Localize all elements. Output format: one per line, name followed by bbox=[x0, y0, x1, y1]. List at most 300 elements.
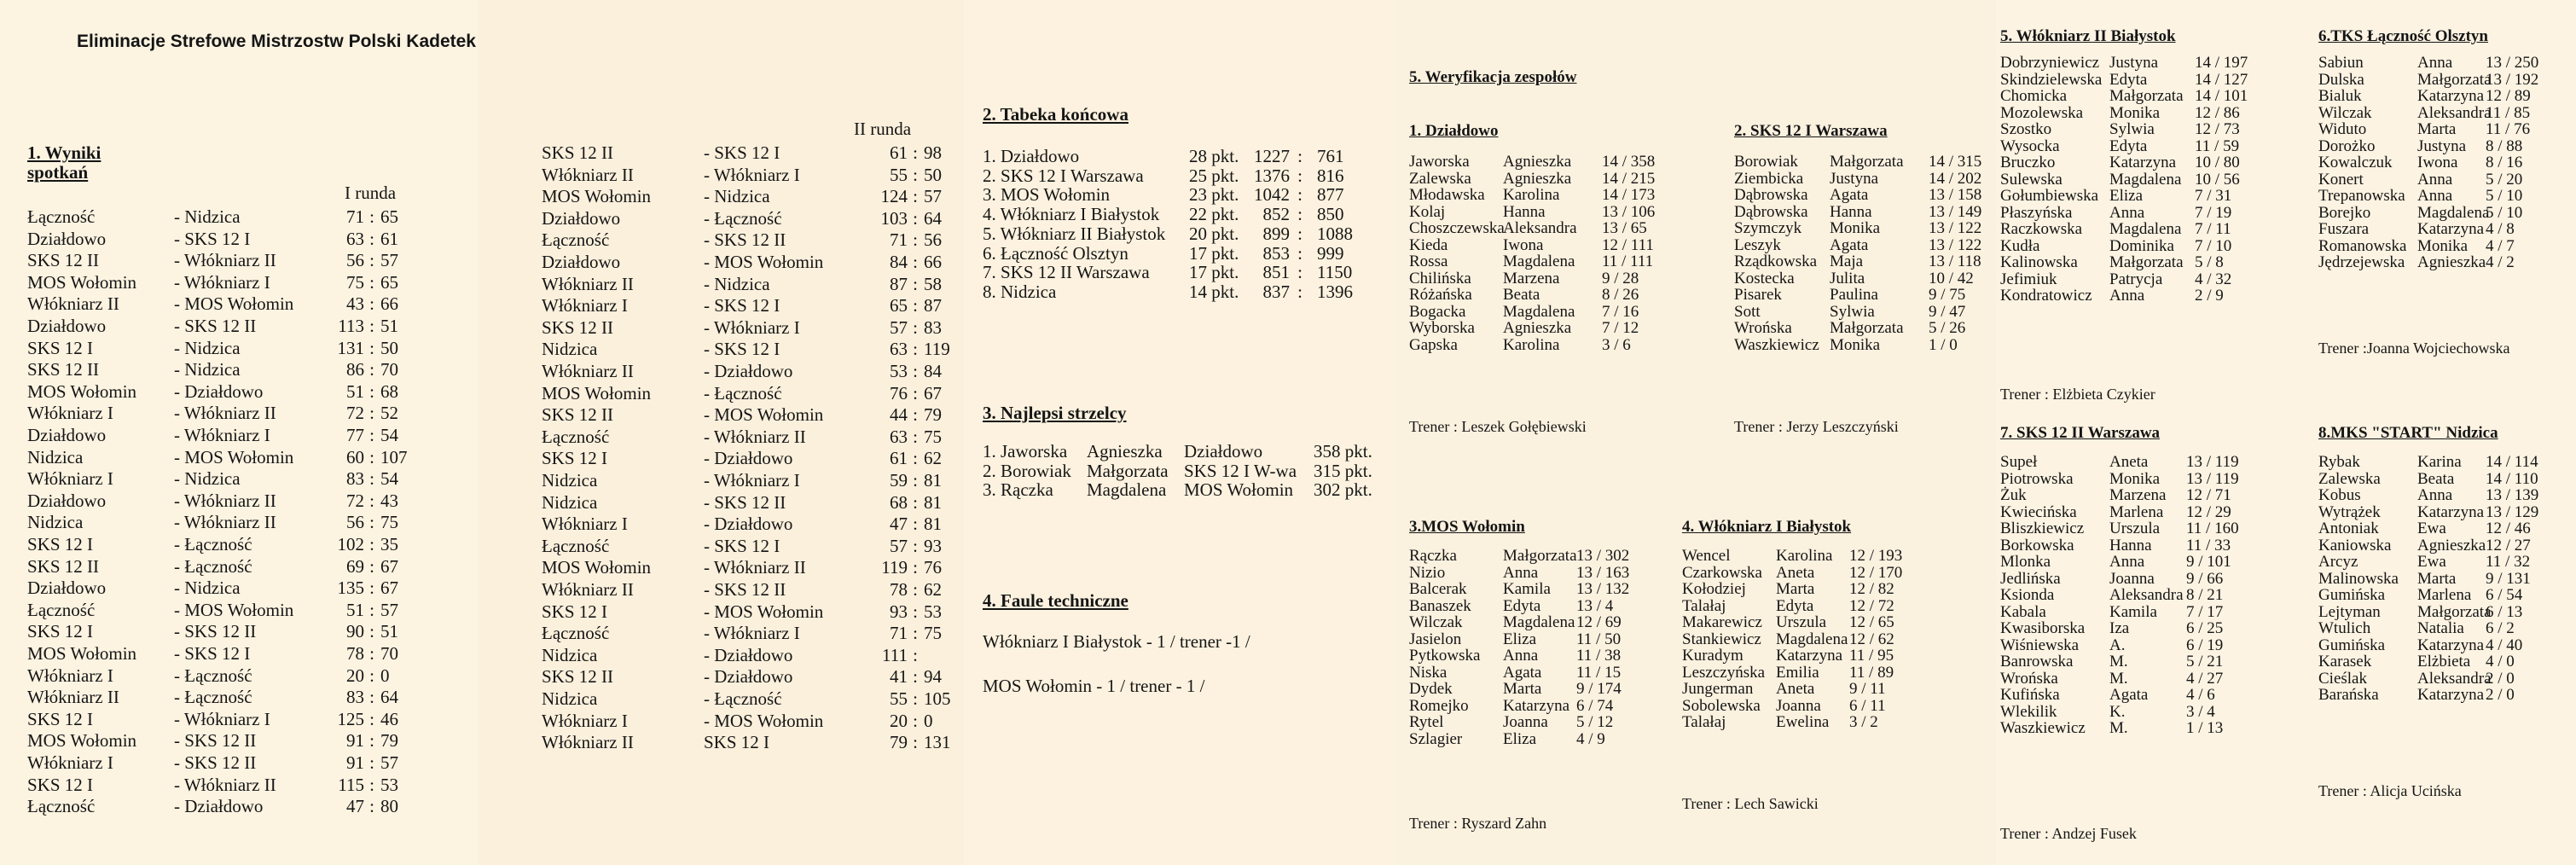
player-stats: 6 / 2 bbox=[2486, 619, 2515, 637]
home-score: 51 bbox=[346, 380, 364, 402]
score-separator: : bbox=[913, 361, 918, 381]
score-separator: : bbox=[913, 688, 918, 709]
away-score: 50 bbox=[380, 337, 398, 358]
player-stats: 3 / 6 bbox=[1602, 335, 1631, 354]
home-score: 90 bbox=[346, 621, 364, 642]
away-team: - SKS 12 II bbox=[174, 752, 257, 773]
away-team: - Łączność bbox=[704, 207, 782, 229]
player-surname: Bogacka bbox=[1409, 302, 1466, 321]
player-stats: 10 / 80 bbox=[2195, 154, 2240, 171]
away-team: - Włókniarz II bbox=[704, 557, 806, 578]
player-surname: Kufińska bbox=[2000, 686, 2060, 704]
away-team: - MOS Wołomin bbox=[174, 599, 294, 620]
home-score: 78 bbox=[890, 579, 908, 600]
away-team: - Nidzica bbox=[174, 206, 241, 227]
points-scored: 837 bbox=[1262, 281, 1290, 302]
score-separator: : bbox=[1297, 281, 1303, 302]
score-separator: : bbox=[913, 229, 918, 251]
player-stats: 5 / 20 bbox=[2486, 170, 2523, 189]
player-surname: Gołumbiewska bbox=[2000, 187, 2099, 205]
away-team: - Włókniarz I bbox=[704, 316, 800, 338]
away-score: 35 bbox=[380, 534, 398, 554]
player-surname: Jędrzejewska bbox=[2318, 253, 2405, 271]
player-stats: 3 / 2 bbox=[1849, 713, 1878, 731]
home-score: 111 bbox=[882, 644, 908, 665]
player-firstname: Marta bbox=[2417, 569, 2457, 588]
away-team: - Nidzica bbox=[704, 186, 770, 207]
panel-table-scorers bbox=[964, 0, 1395, 865]
home-team: Nidzica bbox=[27, 446, 84, 467]
player-stats: 14 / 101 bbox=[2195, 87, 2248, 105]
player-firstname: Hanna bbox=[2109, 536, 2152, 554]
away-team: - SKS 12 I bbox=[704, 295, 780, 316]
player-surname: Kalinowska bbox=[2000, 253, 2078, 271]
home-score: 79 bbox=[890, 732, 908, 753]
player-surname: Bruczko bbox=[2000, 154, 2056, 171]
player-firstname: Anna bbox=[2109, 553, 2145, 571]
home-team: Łączność bbox=[542, 623, 610, 644]
player-firstname: Anna bbox=[2417, 486, 2453, 504]
home-team: SKS 12 II bbox=[542, 666, 614, 688]
home-score: 55 bbox=[890, 164, 908, 185]
player-stats: 6 / 54 bbox=[2486, 586, 2523, 604]
player-firstname: Joanna bbox=[1503, 713, 1548, 731]
player-stats: 12 / 86 bbox=[2195, 103, 2240, 122]
player-surname: Konert bbox=[2318, 170, 2364, 189]
player-stats: 9 / 47 bbox=[1929, 302, 1966, 321]
team-trainer: Trener : Leszek Gołębiewski bbox=[1409, 418, 1587, 435]
player-firstname: Katarzyna bbox=[2417, 502, 2485, 521]
away-team: - MOS Wołomin bbox=[704, 404, 824, 426]
points: 25 pkt. bbox=[1189, 165, 1239, 186]
player-stats: 12 / 111 bbox=[1602, 235, 1654, 254]
player-stats: 7 / 31 bbox=[2195, 187, 2232, 205]
away-score: 79 bbox=[380, 730, 398, 752]
player-firstname: Monika bbox=[2109, 469, 2161, 488]
player-stats: 8 / 26 bbox=[1602, 286, 1639, 304]
player-stats: 11 / 95 bbox=[1849, 647, 1894, 665]
player-surname: Kobus bbox=[2318, 486, 2361, 504]
player-firstname: Urszula bbox=[1776, 613, 1827, 631]
player-surname: Gumińska bbox=[2318, 636, 2386, 654]
home-score: 75 bbox=[346, 271, 364, 293]
home-team: Nidzica bbox=[542, 491, 598, 513]
team-heading: 6.TKS Łączność Olsztyn bbox=[2318, 27, 2488, 45]
player-surname: Fuszara bbox=[2318, 220, 2370, 238]
player-stats: 9 / 11 bbox=[1849, 680, 1886, 698]
player-stats: 13 / 250 bbox=[2486, 54, 2539, 72]
home-score: 86 bbox=[346, 359, 364, 380]
away-team: - Włókniarz II bbox=[174, 490, 276, 511]
player-stats: 13 / 106 bbox=[1602, 202, 1656, 221]
team-trainer: Trener : Ryszard Zahn bbox=[1409, 815, 1547, 832]
away-team: - Działdowo bbox=[704, 514, 793, 535]
player-stats: 7 / 16 bbox=[1602, 302, 1639, 321]
player-surname: Kondratowicz bbox=[2000, 287, 2092, 305]
player-stats: 13 / 119 bbox=[2186, 469, 2239, 488]
player-surname: Wilczak bbox=[2318, 103, 2372, 122]
player-surname: Żuk bbox=[2000, 486, 2027, 504]
player-firstname: Anna bbox=[2417, 54, 2453, 72]
player-firstname: K. bbox=[2109, 702, 2126, 721]
player-firstname: Małgorzata bbox=[2417, 602, 2492, 621]
score-separator: : bbox=[369, 490, 374, 511]
player-stats: 11 / 89 bbox=[1849, 663, 1894, 682]
results-heading-line2: spotkań bbox=[27, 162, 89, 183]
home-score: 44 bbox=[890, 404, 908, 426]
scorer-firstname: Agnieszka bbox=[1087, 441, 1163, 462]
team-heading: 2. SKS 12 I Warszawa bbox=[1734, 122, 1888, 140]
player-firstname: Agata bbox=[1830, 235, 1869, 254]
player-firstname: A. bbox=[2109, 636, 2126, 654]
player-firstname: Magdalena bbox=[2109, 170, 2182, 189]
away-team: - Działdowo bbox=[704, 448, 793, 469]
player-surname: Wlekilik bbox=[2000, 702, 2057, 721]
score-separator: : bbox=[913, 470, 918, 491]
points-scored: 853 bbox=[1262, 242, 1290, 264]
player-firstname: Małgorzata bbox=[1830, 319, 1904, 337]
score-separator: : bbox=[369, 665, 374, 686]
player-surname: Kaniowska bbox=[2318, 536, 2392, 554]
player-firstname: Małgorzata bbox=[1503, 547, 1577, 565]
player-firstname: Aleksandra bbox=[2417, 103, 2492, 122]
player-firstname: Agnieszka bbox=[1503, 169, 1572, 188]
team-heading: 5. Włókniarz II Białystok bbox=[2000, 27, 2176, 45]
home-team: MOS Wołomin bbox=[27, 380, 137, 402]
score-separator: : bbox=[1297, 204, 1303, 225]
results-heading-line1: 1. Wyniki bbox=[27, 142, 102, 163]
home-team: Łączność bbox=[542, 229, 610, 251]
player-firstname: Justyna bbox=[2109, 54, 2158, 72]
score-separator: : bbox=[913, 404, 918, 426]
player-stats: 7 / 12 bbox=[1602, 319, 1639, 337]
player-stats: 4 / 6 bbox=[2186, 686, 2215, 704]
home-score: 47 bbox=[346, 796, 364, 817]
score-separator: : bbox=[369, 687, 374, 708]
player-stats: 11 / 50 bbox=[1576, 630, 1622, 648]
home-score: 56 bbox=[346, 512, 364, 533]
home-score: 131 bbox=[337, 337, 364, 358]
player-firstname: Magdalena bbox=[1503, 302, 1575, 321]
home-team: Włókniarz II bbox=[542, 164, 634, 185]
player-firstname: Marzena bbox=[1503, 269, 1560, 287]
home-score: 84 bbox=[890, 252, 908, 272]
player-stats: 13 / 149 bbox=[1929, 202, 1982, 221]
points: 17 pkt. bbox=[1189, 262, 1239, 283]
player-firstname: Beata bbox=[1503, 286, 1540, 304]
scorer-team: Działdowo bbox=[1184, 441, 1263, 462]
player-stats: 12 / 46 bbox=[2486, 520, 2531, 537]
away-team: - Włókniarz II bbox=[174, 403, 276, 424]
score-separator: : bbox=[1297, 184, 1303, 206]
team-heading: 3.MOS Wołomin bbox=[1409, 518, 1525, 536]
player-stats: 13 / 139 bbox=[2486, 486, 2539, 504]
fouls-line-1: Włókniarz I Białystok - 1 / trener -1 / bbox=[983, 631, 1250, 652]
away-score: 61 bbox=[380, 228, 398, 249]
home-team: Działdowo bbox=[27, 578, 107, 599]
player-firstname: Aneta bbox=[2109, 453, 2149, 471]
home-team: Włókniarz II bbox=[27, 293, 119, 315]
player-surname: Wrońska bbox=[1734, 319, 1792, 337]
score-separator: : bbox=[1297, 242, 1303, 264]
score-separator: : bbox=[369, 446, 374, 467]
score-separator: : bbox=[913, 207, 918, 229]
away-score: 75 bbox=[924, 426, 942, 447]
player-firstname: Anna bbox=[1503, 647, 1539, 665]
home-team: SKS 12 I bbox=[27, 337, 94, 358]
points: 20 pkt. bbox=[1189, 223, 1239, 244]
player-stats: 8 / 88 bbox=[2486, 136, 2523, 155]
player-surname: Jaworska bbox=[1409, 153, 1470, 171]
player-surname: Choszczewska bbox=[1409, 219, 1505, 237]
player-firstname: Patrycja bbox=[2109, 270, 2163, 288]
score-separator: : bbox=[369, 425, 374, 445]
player-stats: 7 / 11 bbox=[2195, 220, 2231, 238]
player-surname: Niska bbox=[1409, 663, 1448, 682]
away-score: 70 bbox=[380, 643, 398, 664]
player-stats: 2 / 0 bbox=[2486, 669, 2515, 688]
player-surname: Szlagier bbox=[1409, 729, 1463, 748]
home-score: 71 bbox=[890, 229, 908, 251]
away-score: 79 bbox=[924, 404, 942, 426]
player-stats: 11 / 33 bbox=[2186, 536, 2231, 554]
player-surname: Rossa bbox=[1409, 253, 1448, 270]
points-scored: 1376 bbox=[1254, 165, 1290, 186]
home-score: 83 bbox=[346, 468, 364, 490]
player-firstname: Małgorzata bbox=[2417, 70, 2492, 89]
points-lost: 816 bbox=[1317, 165, 1344, 186]
score-separator: : bbox=[913, 557, 918, 578]
home-team: Włókniarz II bbox=[542, 732, 634, 753]
home-team: Nidzica bbox=[27, 512, 84, 533]
player-stats: 11 / 76 bbox=[2486, 120, 2531, 138]
home-score: 60 bbox=[346, 446, 364, 467]
player-stats: 7 / 17 bbox=[2186, 602, 2224, 621]
score-separator: : bbox=[369, 206, 374, 227]
away-team: - MOS Wołomin bbox=[704, 710, 824, 731]
away-team: - MOS Wołomin bbox=[704, 252, 824, 272]
points-lost: 850 bbox=[1317, 204, 1344, 225]
away-team: - SKS 12 I bbox=[704, 535, 780, 556]
away-team: - Łączność bbox=[704, 382, 782, 403]
away-team: - Nidzica bbox=[174, 468, 241, 490]
player-firstname: M. bbox=[2109, 719, 2128, 737]
player-stats: 10 / 42 bbox=[1929, 269, 1974, 287]
player-surname: Gapska bbox=[1409, 335, 1458, 354]
score-separator: : bbox=[369, 774, 374, 795]
away-score: 66 bbox=[380, 293, 398, 315]
away-score: 105 bbox=[924, 688, 951, 709]
score-separator: : bbox=[369, 250, 374, 271]
player-firstname: Anna bbox=[2109, 203, 2145, 222]
home-score: 115 bbox=[338, 774, 364, 795]
points-scored: 852 bbox=[1262, 204, 1290, 225]
points-lost: 999 bbox=[1317, 242, 1344, 264]
away-team: - Włókniarz II bbox=[704, 426, 806, 447]
home-team: SKS 12 II bbox=[542, 142, 614, 163]
home-score: 20 bbox=[346, 665, 364, 686]
player-stats: 4 / 9 bbox=[1576, 729, 1605, 748]
home-team: Łączność bbox=[542, 535, 610, 556]
away-score: 64 bbox=[924, 207, 942, 229]
player-stats: 9 / 28 bbox=[1602, 269, 1639, 287]
away-score: 76 bbox=[924, 557, 942, 578]
score-separator: : bbox=[369, 316, 374, 336]
away-team: - SKS 12 I bbox=[174, 228, 251, 249]
home-team: MOS Wołomin bbox=[27, 643, 137, 664]
player-surname: Raczkowska bbox=[2000, 220, 2083, 238]
home-score: 135 bbox=[337, 578, 364, 599]
score-separator: : bbox=[369, 730, 374, 752]
player-surname: Wencel bbox=[1682, 547, 1731, 565]
player-surname: Kowalczuk bbox=[2318, 154, 2393, 171]
home-score: 53 bbox=[890, 361, 908, 381]
player-surname: Jefimiuk bbox=[2000, 270, 2057, 288]
player-surname: Sobolewska bbox=[1682, 696, 1761, 715]
away-score: 43 bbox=[380, 490, 398, 511]
home-team: SKS 12 II bbox=[27, 250, 100, 271]
away-team: - SKS 12 II bbox=[174, 316, 257, 336]
player-surname: Kolaj bbox=[1409, 202, 1446, 221]
away-score: 94 bbox=[924, 666, 942, 688]
away-team: - Włókniarz I bbox=[704, 470, 800, 491]
player-stats: 14 / 127 bbox=[2195, 70, 2248, 89]
player-firstname: Małgorzata bbox=[2109, 253, 2184, 271]
home-score: 51 bbox=[346, 599, 364, 620]
home-team: Nidzica bbox=[542, 644, 598, 665]
away-team: - MOS Wołomin bbox=[704, 601, 824, 622]
player-stats: 13 / 122 bbox=[1929, 219, 1982, 237]
away-score: 54 bbox=[380, 425, 398, 445]
score-separator: : bbox=[913, 514, 918, 535]
score-separator: : bbox=[913, 339, 918, 360]
player-firstname: Marlena bbox=[2109, 502, 2164, 521]
player-firstname: Karolina bbox=[1776, 547, 1833, 565]
away-team: - Włókniarz II bbox=[174, 774, 276, 795]
player-stats: 6 / 74 bbox=[1576, 696, 1614, 715]
home-score: 72 bbox=[346, 490, 364, 511]
home-team: SKS 12 I bbox=[542, 448, 608, 469]
player-surname: Trepanowska bbox=[2318, 187, 2405, 205]
score-separator: : bbox=[1297, 165, 1303, 186]
player-firstname: Agnieszka bbox=[2417, 253, 2486, 271]
player-firstname: Agata bbox=[2109, 686, 2149, 704]
player-firstname: Magdalena bbox=[1776, 630, 1848, 648]
home-score: 63 bbox=[346, 228, 364, 249]
away-team: - Włókniarz I bbox=[704, 164, 800, 185]
player-surname: Rączka bbox=[1409, 547, 1457, 565]
away-team: - Działdowo bbox=[704, 644, 793, 665]
away-team: - SKS 12 I bbox=[174, 643, 251, 664]
player-stats: 4 / 8 bbox=[2486, 220, 2515, 238]
away-score: 81 bbox=[924, 470, 942, 491]
player-surname: Kołodziej bbox=[1682, 580, 1746, 598]
round2-label: II runda bbox=[854, 119, 912, 139]
player-firstname: Katarzyna bbox=[2417, 220, 2485, 238]
away-team: - Nidzica bbox=[174, 359, 241, 380]
player-stats: 5 / 26 bbox=[1929, 319, 1966, 337]
player-firstname: Anna bbox=[2417, 187, 2453, 205]
score-separator: : bbox=[913, 579, 918, 600]
player-surname: Waszkiewicz bbox=[1734, 335, 1819, 354]
player-surname: Bialuk bbox=[2318, 87, 2362, 105]
home-team: Działdowo bbox=[27, 228, 107, 249]
home-team: Włókniarz I bbox=[27, 752, 113, 773]
player-surname: Wyborska bbox=[1409, 319, 1475, 337]
player-firstname: Kamila bbox=[2109, 602, 2157, 621]
player-stats: 14 / 202 bbox=[1929, 169, 1982, 188]
away-score: 119 bbox=[924, 339, 950, 360]
score-separator: : bbox=[369, 271, 374, 293]
player-surname: Malinowska bbox=[2318, 569, 2399, 588]
player-stats: 11 / 32 bbox=[2486, 553, 2531, 571]
player-stats: 4 / 40 bbox=[2486, 636, 2523, 654]
scorer-points: 302 pkt. bbox=[1314, 479, 1372, 501]
away-score: 65 bbox=[380, 206, 398, 227]
home-team: Nidzica bbox=[542, 339, 598, 360]
player-firstname: Julita bbox=[1830, 269, 1865, 287]
team-trainer: Trener : Alicja Ucińska bbox=[2318, 782, 2462, 799]
player-firstname: Agata bbox=[1503, 663, 1542, 682]
score-separator: : bbox=[913, 601, 918, 622]
player-surname: Romanowska bbox=[2318, 236, 2407, 255]
home-team: SKS 12 I bbox=[542, 601, 608, 622]
player-surname: Rządkowska bbox=[1734, 253, 1818, 270]
away-team: - Działdowo bbox=[174, 380, 264, 402]
team-heading: 1. Działdowo bbox=[1409, 122, 1499, 140]
home-team: Działdowo bbox=[27, 425, 107, 445]
home-score: 102 bbox=[337, 534, 364, 554]
away-team: - Włókniarz I bbox=[174, 271, 270, 293]
player-surname: Chilińska bbox=[1409, 269, 1471, 287]
player-stats: 13 / 129 bbox=[2486, 502, 2539, 521]
home-team: Działdowo bbox=[27, 316, 107, 336]
player-firstname: Justyna bbox=[1830, 169, 1878, 188]
player-firstname: Eliza bbox=[1503, 630, 1537, 648]
player-surname: Widuto bbox=[2318, 120, 2367, 138]
player-firstname: Monika bbox=[1830, 335, 1881, 354]
player-stats: 12 / 72 bbox=[1849, 596, 1894, 615]
final-table-heading: 2. Tabeka końcowa bbox=[983, 104, 1128, 125]
player-firstname: Aneta bbox=[1776, 680, 1815, 698]
home-team: Łączność bbox=[27, 206, 96, 227]
player-stats: 5 / 10 bbox=[2486, 203, 2523, 222]
player-surname: Wtulich bbox=[2318, 619, 2371, 637]
away-team: - Nidzica bbox=[174, 337, 241, 358]
away-score: 52 bbox=[380, 403, 398, 424]
points-scored: 1227 bbox=[1254, 146, 1290, 166]
player-firstname: Ewelina bbox=[1776, 713, 1830, 731]
player-stats: 13 / 192 bbox=[2486, 70, 2539, 89]
home-score: 55 bbox=[890, 688, 908, 709]
home-score: 103 bbox=[880, 207, 908, 229]
points-lost: 1150 bbox=[1317, 262, 1353, 283]
away-team: - Włókniarz II bbox=[174, 250, 276, 271]
player-stats: 1 / 13 bbox=[2186, 719, 2224, 737]
away-score: 75 bbox=[380, 512, 398, 533]
home-team: Włókniarz I bbox=[542, 295, 628, 316]
player-firstname: Marlena bbox=[2417, 586, 2472, 604]
player-stats: 14 / 315 bbox=[1929, 153, 1982, 171]
home-team: Łączność bbox=[542, 426, 610, 447]
home-score: 124 bbox=[880, 186, 908, 207]
player-surname: Sabiun bbox=[2318, 54, 2364, 72]
player-surname: Młodawska bbox=[1409, 186, 1485, 204]
away-score: 51 bbox=[380, 621, 398, 642]
points-scored: 851 bbox=[1262, 262, 1290, 283]
home-score: 91 bbox=[346, 752, 364, 773]
player-surname: Jasielon bbox=[1409, 630, 1462, 648]
